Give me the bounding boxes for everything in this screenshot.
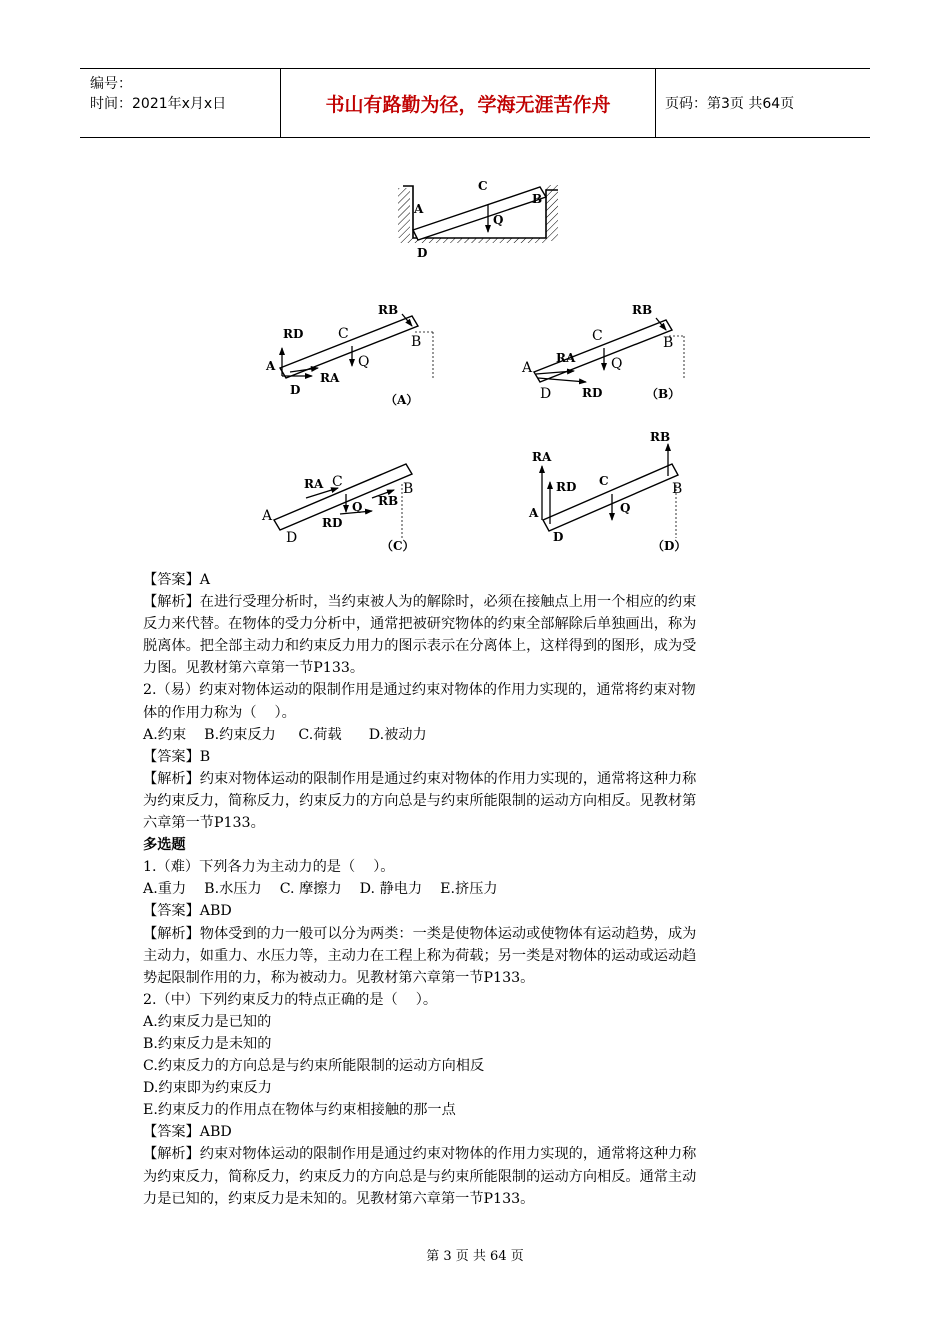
main-label-d: D bbox=[417, 246, 428, 260]
figb-caption: （B） bbox=[646, 387, 681, 401]
text-line: 脱离体。把全部主动力和约束反力用力的图示表示在分离体上，这样得到的图形，成为受 bbox=[143, 638, 697, 655]
figure-a bbox=[265, 303, 433, 407]
text-line: B.约束反力是未知的 bbox=[143, 1035, 272, 1052]
document-body bbox=[143, 569, 813, 1210]
figd-label-ra: RA bbox=[532, 450, 552, 464]
text-line: 2.（易）约束对物体运动的限制作用是通过约束对物体的作用力实现的，通常将约束对物 bbox=[143, 682, 696, 699]
text-line: A.约束反力是已知的 bbox=[143, 1013, 272, 1030]
text-line: 六章第一节P133。 bbox=[143, 815, 265, 832]
main-label-a: A bbox=[414, 202, 424, 216]
figb-label-ra: RA bbox=[556, 351, 576, 365]
main-figure bbox=[398, 179, 558, 260]
figd-label-d: D bbox=[553, 530, 564, 544]
figure-b bbox=[521, 303, 684, 402]
figc-label-q: Q bbox=[352, 500, 363, 514]
figd-label-q: Q bbox=[620, 501, 631, 515]
text-line: 体的作用力称为（ ）。 bbox=[143, 704, 296, 721]
text-line: D.约束即为约束反力 bbox=[143, 1080, 272, 1097]
figa-caption: （A） bbox=[385, 393, 419, 407]
text-line: 【解析】在进行受理分析时，当约束被人为的解除时，必须在接触点上用一个相应的约束 bbox=[143, 594, 697, 611]
text-line: 势起限制作用的力，称为被动力。见教材第六章第一节P133。 bbox=[143, 969, 535, 986]
text-line: C.约束反力的方向总是与约束所能限制的运动方向相反 bbox=[143, 1058, 485, 1075]
figc-label-a: A bbox=[262, 508, 273, 524]
figure-c bbox=[261, 464, 415, 553]
text-line: 【答案】ABD bbox=[143, 903, 232, 920]
text-line: 为约束反力，简称反力，约束反力的方向总是与约束所能限制的运动方向相反。通常主动 bbox=[143, 1168, 697, 1185]
figa-label-a: A bbox=[266, 359, 276, 373]
figa-label-b: B bbox=[411, 334, 422, 350]
figa-label-ra: RA bbox=[320, 371, 340, 385]
figb-label-b: B bbox=[663, 335, 674, 351]
main-label-c: C bbox=[478, 179, 488, 193]
figa-label-q: Q bbox=[358, 354, 370, 370]
text-line: 主动力，如重力、水压力等，主动力在工程上称为荷载；另一类是对物体的运动或运动趋 bbox=[143, 947, 697, 964]
text-line: A.重力 B.水压力 C. 摩擦力 D. 静电力 E.挤压力 bbox=[143, 881, 498, 898]
motto: 书山有路勤为径，学海无涯苦作舟 bbox=[280, 69, 656, 137]
figb-label-a: A bbox=[522, 360, 533, 376]
text-line: 【解析】约束对物体运动的限制作用是通过约束对物体的作用力实现的，通常将这种力称 bbox=[143, 770, 697, 787]
text-line: A.约束 B.约束反力 C.荷载 D.被动力 bbox=[143, 726, 427, 743]
figa-label-d: D bbox=[290, 383, 301, 397]
figa-label-rb: RB bbox=[378, 303, 399, 317]
figc-label-b: B bbox=[403, 481, 414, 497]
text-line: E.约束反力的作用点在物体与约束相接触的那一点 bbox=[143, 1102, 456, 1119]
page-info: 页码：第3页 共64页 bbox=[665, 96, 795, 112]
page-footer: 第 3 页 共 64 页 bbox=[426, 1249, 524, 1264]
text-line: 【答案】A bbox=[143, 572, 210, 588]
figd-label-rb: RB bbox=[650, 430, 671, 444]
figb-label-rd: RD bbox=[582, 386, 603, 400]
number-label: 编号： bbox=[90, 76, 132, 92]
text-line: 为约束反力，简称反力，约束反力的方向总是与约束所能限制的运动方向相反。见教材第 bbox=[143, 792, 697, 809]
text-line: 【解析】物体受到的力一般可以分为两类：一类是使物体运动或使物体有运动趋势，成为 bbox=[143, 925, 697, 942]
figd-label-a: A bbox=[529, 506, 539, 520]
main-label-q: Q bbox=[493, 213, 504, 227]
force-diagrams bbox=[0, 0, 950, 570]
text-line: 【解析】约束对物体运动的限制作用是通过约束对物体的作用力实现的，通常将这种力称 bbox=[143, 1146, 697, 1163]
figc-label-c: C bbox=[332, 474, 343, 490]
figb-label-rb: RB bbox=[632, 303, 653, 317]
text-line: 力图。见教材第六章第一节P133。 bbox=[143, 660, 365, 677]
text-line: 反力来代替。在物体的受力分析中，通常把被研究物体的约束全部解除后单独画出，称为 bbox=[143, 616, 697, 633]
figa-label-rd: RD bbox=[283, 327, 304, 341]
figc-label-rb: RB bbox=[378, 494, 399, 508]
text-line: 力是已知的，约束反力是未知的。见教材第六章第一节P133。 bbox=[143, 1190, 535, 1207]
text-line: 【答案】B bbox=[143, 748, 211, 765]
figd-label-b: B bbox=[672, 481, 683, 497]
main-label-b: B bbox=[532, 192, 543, 206]
text-line: 1.（难）下列各力为主动力的是（ ）。 bbox=[143, 859, 395, 876]
text-line: 2.（中）下列约束反力的特点正确的是（ ）。 bbox=[143, 991, 438, 1008]
figd-label-c: C bbox=[599, 474, 609, 488]
figc-label-d: D bbox=[286, 530, 298, 546]
section-heading: 多选题 bbox=[143, 837, 186, 854]
figd-caption: （D） bbox=[652, 539, 687, 553]
figb-label-d: D bbox=[540, 386, 552, 402]
figure-d bbox=[528, 430, 686, 553]
figc-label-ra: RA bbox=[304, 477, 324, 491]
figc-caption: （C） bbox=[381, 539, 415, 553]
text-line: 【答案】ABD bbox=[143, 1124, 232, 1141]
figc-label-rd: RD bbox=[322, 516, 343, 530]
figd-label-rd: RD bbox=[556, 480, 577, 494]
figb-label-q: Q bbox=[611, 356, 623, 372]
time-label: 时间：2021年x月x日 bbox=[90, 96, 227, 112]
figb-label-c: C bbox=[592, 328, 603, 344]
figa-label-c: C bbox=[338, 326, 349, 342]
